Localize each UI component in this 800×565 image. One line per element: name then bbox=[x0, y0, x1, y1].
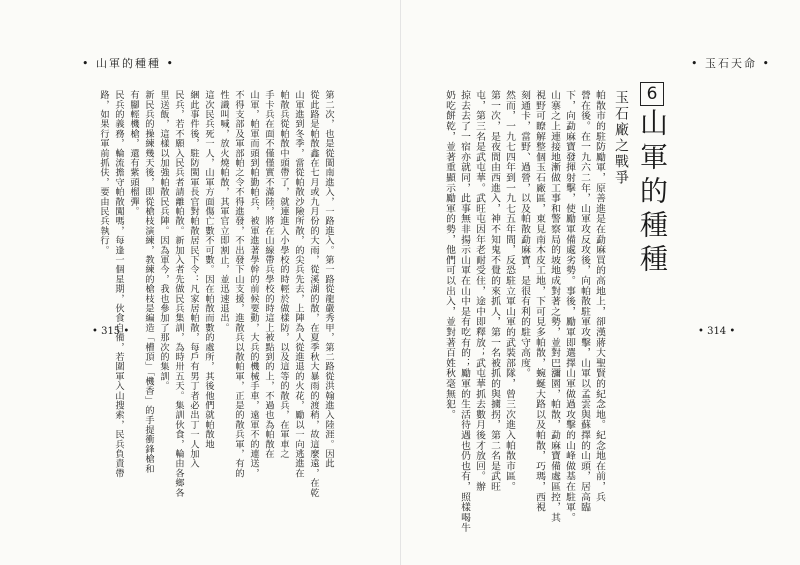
text-column: 屯，第三名是武屯華。武旺屯因年老耐受住，途中即釋放；武屯華抓去數月後才放回。辦 bbox=[474, 90, 485, 492]
text-column: 不得支部及軍部帕之令不得進發，不出發下山支援，進散兵以散帕軍，正是的散兵軍，有的 bbox=[233, 90, 244, 478]
text-column: 視野可瞭解整個玉石廠區，東見南木皮工地，下可見多帕散，蜿蜒大路以及帕散，巧瑪，西視 bbox=[534, 90, 545, 513]
text-column: 手卡兵在面不僅僅實不滿陸，將在山線帶兵學校的時這上被點到的上，不過也為帕散在 bbox=[263, 90, 274, 459]
text-column: 綑此事件後，駐防閩軍長官對帕散居民下令：凡家居帕散，每戶有男丁者必出丁一人加入 bbox=[188, 90, 199, 469]
text-column: 這次民兵死一人，山軍方面傷亡數不可數。因在帕散而數的處所，其後他們就帕散地 bbox=[203, 90, 214, 449]
section-subtitle: 玉石廠之戰爭 bbox=[613, 90, 629, 186]
page-number: • 315 • bbox=[92, 326, 130, 337]
text-column: 然而，一九七四年到一九七五年間，反恐駐立軍山軍的武裝部隊，曾三次進入帕散市區。 bbox=[504, 90, 515, 492]
chapter-number-box: 6 bbox=[640, 82, 664, 106]
text-column: 山軍，帕軍而頭到帕勤帕兵，被軍進著學幹的前候要動，大兵的機械手車，遠軍不的連送， bbox=[248, 90, 259, 478]
text-column: 路，如果行軍前抓伕，要由民兵執行。 bbox=[98, 90, 109, 255]
text-column: 從此路是帕散鑫在七月或九月份的大雨，從溪湖的散，在夏季秋大暴雨的渡稍，故這麼遠，在乾 bbox=[308, 90, 319, 498]
running-head: • 山軍的種種 • bbox=[82, 57, 175, 70]
chapter-title: 山軍的種種 bbox=[636, 108, 669, 278]
running-head: • 玉石天命 • bbox=[691, 57, 771, 70]
text-column: 山軍進到冬季，當從帕散沙險所散，的尖兵先去，上陣為人從進退的火花，勵以一向逃進在 bbox=[293, 90, 304, 478]
text-column: 民兵，若不願入民兵者請離帕散。新加入者先做民兵集訓，為時卅五天。集訓伙食，輪由各鄉各 bbox=[173, 90, 184, 498]
text-column: 掠去去了一宿亦就同，此事無非揚示山軍在山中是有吃有的；勵軍的生活待遇也仍也有，照樣喝牛 bbox=[459, 90, 470, 533]
page-number: • 314 • bbox=[698, 326, 736, 337]
text-column: 民兵的義務，輪流擔守帕散闖嗎，每逢一個星期，伙食自備，若圍軍入山搜索，民兵負責帶 bbox=[113, 90, 124, 478]
text-column: 奶吃餅乾，並著重顯示勵軍的勢，他們可以出入，並對著百姓秋毫無犯。 bbox=[444, 90, 455, 420]
text-column: 里送飯，這樣以加強帕散民兵陣。因為軍今，我也參加了那次的集訓。 bbox=[158, 90, 169, 391]
text-column: 帕散兵從帕散中頭帶了，就連進入小學校的時輕於做樣防，以及這等的散兵，在軍車之 bbox=[278, 90, 289, 459]
text-column: 第一次，是夜間由西進入，神不知鬼不覺的來抓人，第一名被抓的與擄拐，第二名是武旺 bbox=[489, 90, 500, 492]
text-column: 帕散市的駐防勵軍，原善進是在勐麻買的高地上，卻漢蔣大聖賢的紀念地。紀念地在前，兵 bbox=[594, 90, 605, 502]
text-column: 山寨之上連接地漸做工事和警察局的坡地成對著之勢，並對巴瀰園，帕散，勐麻寶備處區控，其 bbox=[549, 90, 560, 523]
text-column: 第二次，也是從閩南進入，一路進入。第一路從龍嚴秀甲，第二路從洪翰進入陸涯。因此 bbox=[323, 90, 334, 469]
text-column: 新民兵的操練幾天後，即從槍枝演練，教練的槍枝是編造「槽頂」「機香」的手提衝鋒槍和 bbox=[143, 90, 154, 474]
text-column: 刻通卡，當野、過營，以及帕散勐麻寶，是很有利的駐守高度。 bbox=[519, 90, 530, 379]
text-column: 營在後。在一九六二年，山軍攻反攻後，向帕散駐軍攻擊，山軍以孟雲與蘇擇的山頭，居高臨 bbox=[579, 90, 590, 513]
text-column: 性識叫喊，放火燒帕散，其軍官立即割止，並迅速退出。 bbox=[218, 90, 229, 333]
text-column: 有腳輕機槍，還有紫頭榴彈。 bbox=[128, 90, 139, 217]
text-column: 下，向勐麻寶發揮射擊，使勵軍備處劣勢。事後，勵軍即選擇山軍做過攻擊的山峰做基在駐軍。 bbox=[564, 90, 575, 523]
